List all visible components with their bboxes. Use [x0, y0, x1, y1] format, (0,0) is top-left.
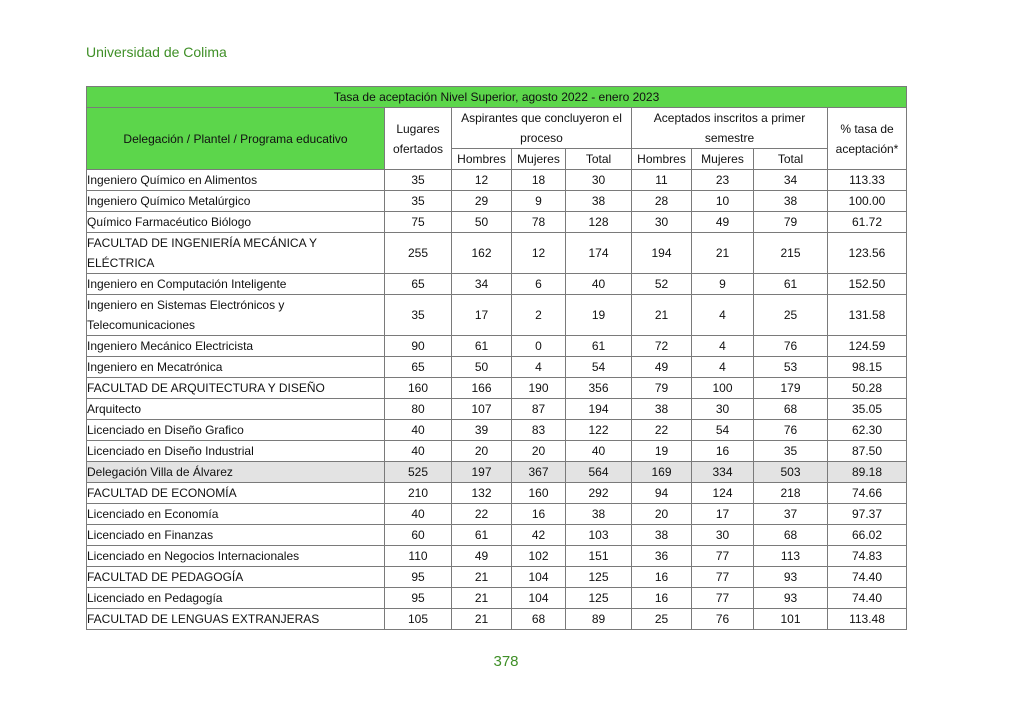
cell-aceptados-mujeres: 30 [692, 525, 754, 546]
cell-aspirantes-mujeres: 83 [512, 420, 566, 441]
cell-aspirantes-total: 122 [566, 420, 632, 441]
cell-program: Ingeniero en Mecatrónica [87, 357, 385, 378]
table-row [87, 441, 907, 462]
cell-aceptados-mujeres: 30 [692, 399, 754, 420]
cell-aspirantes-mujeres: 102 [512, 546, 566, 567]
cell-aspirantes-hombres: 50 [452, 212, 512, 233]
cell-aspirantes-hombres: 107 [452, 399, 512, 420]
cell-aspirantes-hombres: 197 [452, 462, 512, 483]
cell-program: Ingeniero en Computación Inteligente [87, 274, 385, 295]
cell-aspirantes-total: 40 [566, 441, 632, 462]
cell-program: Licenciado en Pedagogía [87, 588, 385, 609]
cell-lugares: 80 [385, 399, 452, 420]
cell-aspirantes-mujeres: 6 [512, 274, 566, 295]
table-row [87, 399, 907, 420]
header-aspirantes-mujeres: Mujeres [512, 149, 566, 170]
cell-aspirantes-hombres: 166 [452, 378, 512, 399]
cell-aceptados-mujeres: 17 [692, 504, 754, 525]
cell-aspirantes-mujeres: 160 [512, 483, 566, 504]
cell-lugares: 255 [385, 233, 452, 274]
cell-tasa: 113.33 [828, 170, 907, 191]
cell-aspirantes-mujeres: 0 [512, 336, 566, 357]
cell-tasa: 87.50 [828, 441, 907, 462]
cell-aspirantes-hombres: 50 [452, 357, 512, 378]
cell-aspirantes-mujeres: 367 [512, 462, 566, 483]
cell-aceptados-hombres: 38 [632, 525, 692, 546]
cell-aspirantes-hombres: 61 [452, 525, 512, 546]
cell-aceptados-mujeres: 77 [692, 567, 754, 588]
table-row [87, 546, 907, 567]
cell-lugares: 90 [385, 336, 452, 357]
table-row [87, 567, 907, 588]
cell-aceptados-hombres: 36 [632, 546, 692, 567]
cell-aspirantes-mujeres: 2 [512, 295, 566, 336]
cell-program: Arquitecto [87, 399, 385, 420]
cell-aspirantes-total: 40 [566, 274, 632, 295]
cell-lugares: 525 [385, 462, 452, 483]
cell-aspirantes-mujeres: 104 [512, 588, 566, 609]
cell-aspirantes-hombres: 21 [452, 609, 512, 630]
cell-aspirantes-hombres: 21 [452, 567, 512, 588]
table-row [87, 191, 907, 212]
cell-lugares: 210 [385, 483, 452, 504]
cell-aceptados-hombres: 169 [632, 462, 692, 483]
cell-aceptados-hombres: 72 [632, 336, 692, 357]
cell-aspirantes-hombres: 21 [452, 588, 512, 609]
cell-program: FACULTAD DE ARQUITECTURA Y DISEÑO [87, 378, 385, 399]
cell-aceptados-mujeres: 77 [692, 588, 754, 609]
cell-aceptados-total: 113 [754, 546, 828, 567]
cell-aspirantes-total: 125 [566, 567, 632, 588]
cell-aceptados-total: 34 [754, 170, 828, 191]
cell-aceptados-hombres: 79 [632, 378, 692, 399]
cell-aceptados-total: 93 [754, 567, 828, 588]
cell-aspirantes-hombres: 12 [452, 170, 512, 191]
cell-program: Ingeniero Químico en Alimentos [87, 170, 385, 191]
table-row [87, 212, 907, 233]
cell-lugares: 35 [385, 191, 452, 212]
table-row [87, 504, 907, 525]
cell-tasa: 124.59 [828, 336, 907, 357]
cell-aspirantes-mujeres: 4 [512, 357, 566, 378]
header-lugares: Lugares ofertados [385, 108, 452, 170]
cell-aspirantes-total: 125 [566, 588, 632, 609]
cell-aspirantes-hombres: 17 [452, 295, 512, 336]
cell-aceptados-mujeres: 77 [692, 546, 754, 567]
cell-aceptados-mujeres: 16 [692, 441, 754, 462]
cell-program: Delegación Villa de Álvarez [87, 462, 385, 483]
cell-tasa: 62.30 [828, 420, 907, 441]
cell-aceptados-mujeres: 76 [692, 609, 754, 630]
cell-aspirantes-total: 38 [566, 504, 632, 525]
cell-aceptados-hombres: 25 [632, 609, 692, 630]
cell-aspirantes-total: 30 [566, 170, 632, 191]
cell-aspirantes-mujeres: 87 [512, 399, 566, 420]
cell-program: Licenciado en Economía [87, 504, 385, 525]
cell-aceptados-mujeres: 334 [692, 462, 754, 483]
table-row [87, 170, 907, 191]
cell-aspirantes-mujeres: 18 [512, 170, 566, 191]
cell-aspirantes-mujeres: 68 [512, 609, 566, 630]
cell-aceptados-hombres: 30 [632, 212, 692, 233]
cell-lugares: 110 [385, 546, 452, 567]
cell-aspirantes-hombres: 61 [452, 336, 512, 357]
cell-aceptados-total: 68 [754, 525, 828, 546]
cell-aspirantes-mujeres: 104 [512, 567, 566, 588]
cell-tasa: 89.18 [828, 462, 907, 483]
cell-aceptados-hombres: 38 [632, 399, 692, 420]
cell-aspirantes-total: 103 [566, 525, 632, 546]
cell-aceptados-total: 61 [754, 274, 828, 295]
cell-aceptados-total: 68 [754, 399, 828, 420]
cell-aceptados-hombres: 16 [632, 588, 692, 609]
table-row [87, 483, 907, 504]
header-program: Delegación / Plantel / Programa educativo [87, 108, 385, 170]
cell-lugares: 160 [385, 378, 452, 399]
cell-aceptados-mujeres: 4 [692, 336, 754, 357]
cell-aceptados-total: 215 [754, 233, 828, 274]
cell-aceptados-total: 218 [754, 483, 828, 504]
cell-aceptados-mujeres: 54 [692, 420, 754, 441]
cell-aceptados-hombres: 49 [632, 357, 692, 378]
cell-program: Licenciado en Diseño Grafico [87, 420, 385, 441]
cell-program: Licenciado en Negocios Internacionales [87, 546, 385, 567]
table-row [87, 233, 907, 274]
cell-aspirantes-mujeres: 16 [512, 504, 566, 525]
cell-aspirantes-mujeres: 190 [512, 378, 566, 399]
cell-aceptados-total: 37 [754, 504, 828, 525]
table-row [87, 336, 907, 357]
cell-aceptados-total: 53 [754, 357, 828, 378]
cell-aspirantes-total: 89 [566, 609, 632, 630]
cell-program: Ingeniero Mecánico Electricista [87, 336, 385, 357]
cell-tasa: 35.05 [828, 399, 907, 420]
table-row [87, 588, 907, 609]
cell-aceptados-mujeres: 124 [692, 483, 754, 504]
cell-program: Licenciado en Finanzas [87, 525, 385, 546]
cell-program: FACULTAD DE INGENIERÍA MECÁNICA Y ELÉCTRICA [87, 233, 385, 274]
cell-aceptados-total: 76 [754, 420, 828, 441]
header-aceptados-hombres: Hombres [632, 149, 692, 170]
cell-aspirantes-hombres: 132 [452, 483, 512, 504]
table-row [87, 420, 907, 441]
header-aspirantes: Aspirantes que concluyeron el proceso [452, 108, 632, 149]
cell-tasa: 131.58 [828, 295, 907, 336]
cell-aspirantes-mujeres: 20 [512, 441, 566, 462]
cell-program: Químico Farmacéutico Biólogo [87, 212, 385, 233]
cell-aceptados-mujeres: 10 [692, 191, 754, 212]
cell-lugares: 35 [385, 295, 452, 336]
header-aceptados-total: Total [754, 149, 828, 170]
table-title: Tasa de aceptación Nivel Superior, agosto 2022 - enero 2023 [87, 87, 907, 108]
cell-aspirantes-total: 564 [566, 462, 632, 483]
cell-aceptados-total: 79 [754, 212, 828, 233]
cell-aspirantes-hombres: 34 [452, 274, 512, 295]
cell-tasa: 152.50 [828, 274, 907, 295]
cell-program: FACULTAD DE ECONOMÍA [87, 483, 385, 504]
cell-lugares: 65 [385, 357, 452, 378]
cell-aspirantes-total: 194 [566, 399, 632, 420]
cell-lugares: 40 [385, 420, 452, 441]
header-aceptados: Aceptados inscritos a primer semestre [632, 108, 828, 149]
cell-aceptados-total: 101 [754, 609, 828, 630]
cell-lugares: 35 [385, 170, 452, 191]
cell-aceptados-total: 503 [754, 462, 828, 483]
cell-aspirantes-hombres: 22 [452, 504, 512, 525]
cell-lugares: 95 [385, 588, 452, 609]
cell-aceptados-mujeres: 4 [692, 295, 754, 336]
table-body [87, 170, 907, 630]
cell-aspirantes-total: 61 [566, 336, 632, 357]
cell-aspirantes-total: 174 [566, 233, 632, 274]
acceptance-rate-table [86, 86, 907, 630]
cell-lugares: 60 [385, 525, 452, 546]
cell-aceptados-total: 93 [754, 588, 828, 609]
table-row [87, 462, 907, 483]
cell-aceptados-mujeres: 4 [692, 357, 754, 378]
cell-program: FACULTAD DE PEDAGOGÍA [87, 567, 385, 588]
table-row [87, 525, 907, 546]
table-row [87, 274, 907, 295]
cell-aceptados-hombres: 194 [632, 233, 692, 274]
page-number: 378 [493, 653, 519, 670]
cell-aceptados-hombres: 20 [632, 504, 692, 525]
cell-tasa: 74.83 [828, 546, 907, 567]
table-row [87, 609, 907, 630]
cell-tasa: 98.15 [828, 357, 907, 378]
cell-tasa: 74.40 [828, 588, 907, 609]
cell-aceptados-hombres: 22 [632, 420, 692, 441]
cell-program: Ingeniero en Sistemas Electrónicos y Telecomunicaciones [87, 295, 385, 336]
university-header: Universidad de Colima [86, 44, 227, 60]
cell-aspirantes-total: 356 [566, 378, 632, 399]
cell-aceptados-total: 38 [754, 191, 828, 212]
cell-aceptados-hombres: 52 [632, 274, 692, 295]
header-aspirantes-total: Total [566, 149, 632, 170]
cell-tasa: 113.48 [828, 609, 907, 630]
cell-aspirantes-total: 38 [566, 191, 632, 212]
cell-tasa: 50.28 [828, 378, 907, 399]
cell-aceptados-hombres: 11 [632, 170, 692, 191]
cell-aspirantes-mujeres: 12 [512, 233, 566, 274]
cell-tasa: 66.02 [828, 525, 907, 546]
cell-aceptados-total: 35 [754, 441, 828, 462]
cell-aceptados-mujeres: 9 [692, 274, 754, 295]
cell-aceptados-mujeres: 100 [692, 378, 754, 399]
cell-aspirantes-total: 151 [566, 546, 632, 567]
cell-aceptados-hombres: 28 [632, 191, 692, 212]
header-tasa: % tasa de aceptación* [828, 108, 907, 170]
cell-aspirantes-hombres: 29 [452, 191, 512, 212]
table-row [87, 357, 907, 378]
cell-aspirantes-hombres: 20 [452, 441, 512, 462]
cell-aceptados-mujeres: 21 [692, 233, 754, 274]
cell-aspirantes-total: 54 [566, 357, 632, 378]
cell-aceptados-mujeres: 23 [692, 170, 754, 191]
cell-lugares: 95 [385, 567, 452, 588]
cell-lugares: 40 [385, 441, 452, 462]
cell-aspirantes-total: 19 [566, 295, 632, 336]
cell-aspirantes-hombres: 162 [452, 233, 512, 274]
cell-program: FACULTAD DE LENGUAS EXTRANJERAS [87, 609, 385, 630]
cell-aspirantes-mujeres: 9 [512, 191, 566, 212]
cell-tasa: 123.56 [828, 233, 907, 274]
cell-aceptados-hombres: 21 [632, 295, 692, 336]
cell-tasa: 74.66 [828, 483, 907, 504]
cell-lugares: 105 [385, 609, 452, 630]
cell-lugares: 40 [385, 504, 452, 525]
cell-tasa: 100.00 [828, 191, 907, 212]
cell-aspirantes-total: 292 [566, 483, 632, 504]
cell-aceptados-hombres: 94 [632, 483, 692, 504]
cell-aceptados-hombres: 16 [632, 567, 692, 588]
cell-lugares: 65 [385, 274, 452, 295]
cell-aspirantes-mujeres: 78 [512, 212, 566, 233]
cell-aspirantes-total: 128 [566, 212, 632, 233]
header-aceptados-mujeres: Mujeres [692, 149, 754, 170]
cell-program: Licenciado en Diseño Industrial [87, 441, 385, 462]
cell-aspirantes-hombres: 49 [452, 546, 512, 567]
cell-aceptados-total: 25 [754, 295, 828, 336]
cell-aspirantes-hombres: 39 [452, 420, 512, 441]
cell-lugares: 75 [385, 212, 452, 233]
cell-tasa: 97.37 [828, 504, 907, 525]
cell-aceptados-total: 76 [754, 336, 828, 357]
cell-aceptados-hombres: 19 [632, 441, 692, 462]
table-row [87, 295, 907, 336]
header-aspirantes-hombres: Hombres [452, 149, 512, 170]
cell-tasa: 61.72 [828, 212, 907, 233]
cell-tasa: 74.40 [828, 567, 907, 588]
cell-program: Ingeniero Químico Metalúrgico [87, 191, 385, 212]
cell-aspirantes-mujeres: 42 [512, 525, 566, 546]
cell-aceptados-total: 179 [754, 378, 828, 399]
table-row [87, 378, 907, 399]
cell-aceptados-mujeres: 49 [692, 212, 754, 233]
